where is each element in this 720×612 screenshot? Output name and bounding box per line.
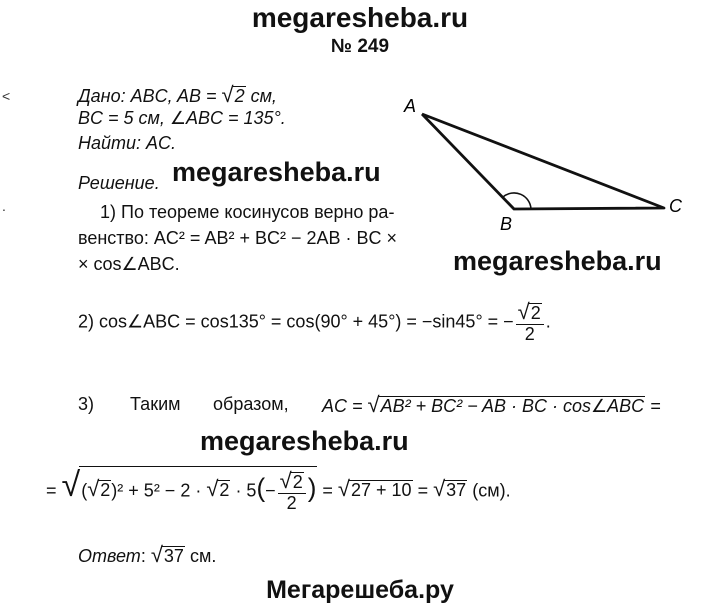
- margin-mark-2: .: [2, 198, 6, 214]
- step3-prefix: 3): [78, 394, 95, 414]
- step3b-frac-root: 2: [292, 472, 303, 492]
- sqrt-icon: √: [221, 82, 234, 107]
- step3b-root-sum: 27 + 10: [351, 480, 412, 501]
- sqrt-icon: √: [150, 542, 163, 567]
- vertex-label-a: A: [404, 96, 417, 116]
- step2-frac-root: 2: [530, 303, 541, 323]
- sqrt-icon: √: [367, 392, 380, 417]
- step3-formula: [322, 392, 661, 418]
- step3b-line: = √(√2)² + 5² − 2 · √2 · 5(− $\frac{√2}{2}$ ) = √27 + 10 = √37 (см).: [46, 466, 511, 514]
- answer-line: Ответ: √37 см.: [78, 542, 217, 567]
- step1-line-1: 1) По теореме косинусов верно ра-: [100, 202, 395, 222]
- sqrt-icon: √: [87, 476, 100, 502]
- solution-label: Решение.: [78, 173, 160, 193]
- step3-lhs: AC =: [322, 396, 368, 416]
- triangle-diagram: [390, 92, 690, 242]
- step3b-part-b: · 5: [230, 480, 257, 501]
- vertex-label-c: C: [669, 196, 682, 216]
- step3b-eq-start: =: [46, 480, 57, 501]
- step2-fraction: [516, 300, 544, 345]
- find-line: Найти: AC.: [78, 133, 177, 153]
- step1-line-3: × cos∠ABC.: [78, 254, 180, 274]
- given-line-2: BC = 5 см, ∠ABC = 135°.: [78, 108, 286, 128]
- step3-word-2: образом,: [213, 394, 289, 414]
- sqrt-icon: √: [206, 476, 219, 502]
- given-line-1: Дано: ABC, AB = √2 см,: [78, 82, 277, 107]
- sqrt-icon: √: [433, 476, 446, 502]
- step2-line: [78, 300, 551, 345]
- step3b-part-a: ² + 5² − 2 ·: [117, 480, 207, 501]
- step2-frac-den: 2: [524, 324, 535, 345]
- watermark-2: megaresheba.ru: [453, 246, 662, 276]
- step3b-unit: (см).: [472, 480, 511, 501]
- given-label: Дано: [78, 86, 121, 106]
- given-root: 2: [234, 86, 245, 106]
- sqrt-icon: √: [517, 299, 530, 324]
- step2-end: .: [545, 311, 551, 332]
- step2-text: 2) cos∠ABC = cos135° = cos(90° + 45°) = −sin45° = −: [78, 311, 514, 332]
- watermark-3: megaresheba.ru: [200, 426, 409, 456]
- step3-radicand: AB² + BC² − AB · BC · cos∠ABC: [380, 396, 645, 416]
- triangle-outline: [422, 114, 664, 209]
- step1-line-2: венство: AC² = AB² + BC² − 2AB · BC ×: [78, 228, 398, 248]
- answer-label: Ответ: [78, 546, 141, 566]
- step3b-eq-mid: =: [317, 480, 338, 501]
- sqrt-icon: √: [337, 476, 350, 502]
- big-sqrt-icon: √: [61, 466, 81, 505]
- step3b-inner-root: 2: [100, 480, 111, 501]
- step3b-big-radicand: (√2)² + 5² − 2 · √2 · 5(− $\frac{√2}{2}$ ): [81, 468, 317, 514]
- step3b-root-37: 37: [446, 480, 467, 501]
- watermark-1: megaresheba.ru: [172, 157, 381, 187]
- step3-word-1: Таким: [130, 394, 181, 414]
- find-value: AC.: [146, 133, 177, 153]
- margin-mark-1: <: [2, 88, 11, 104]
- site-title-bottom: Мегарешеба.ру: [266, 576, 454, 604]
- answer-root: 37: [163, 546, 184, 566]
- problem-number: № 249: [330, 36, 390, 57]
- step3b-inner-root-2: 2: [219, 480, 230, 501]
- step3b-frac-den: 2: [286, 493, 297, 514]
- sqrt-icon: √: [279, 468, 292, 493]
- answer-unit: см.: [184, 546, 217, 566]
- vertex-label-b: B: [500, 214, 513, 234]
- step3-eq: =: [645, 396, 661, 416]
- find-label: Найти: [78, 133, 137, 153]
- site-title-top: megaresheba.ru: [251, 2, 469, 33]
- step3b-fraction: [278, 469, 306, 514]
- given-text-a: ABC, AB =: [130, 86, 222, 106]
- given-text-b: см,: [245, 86, 277, 106]
